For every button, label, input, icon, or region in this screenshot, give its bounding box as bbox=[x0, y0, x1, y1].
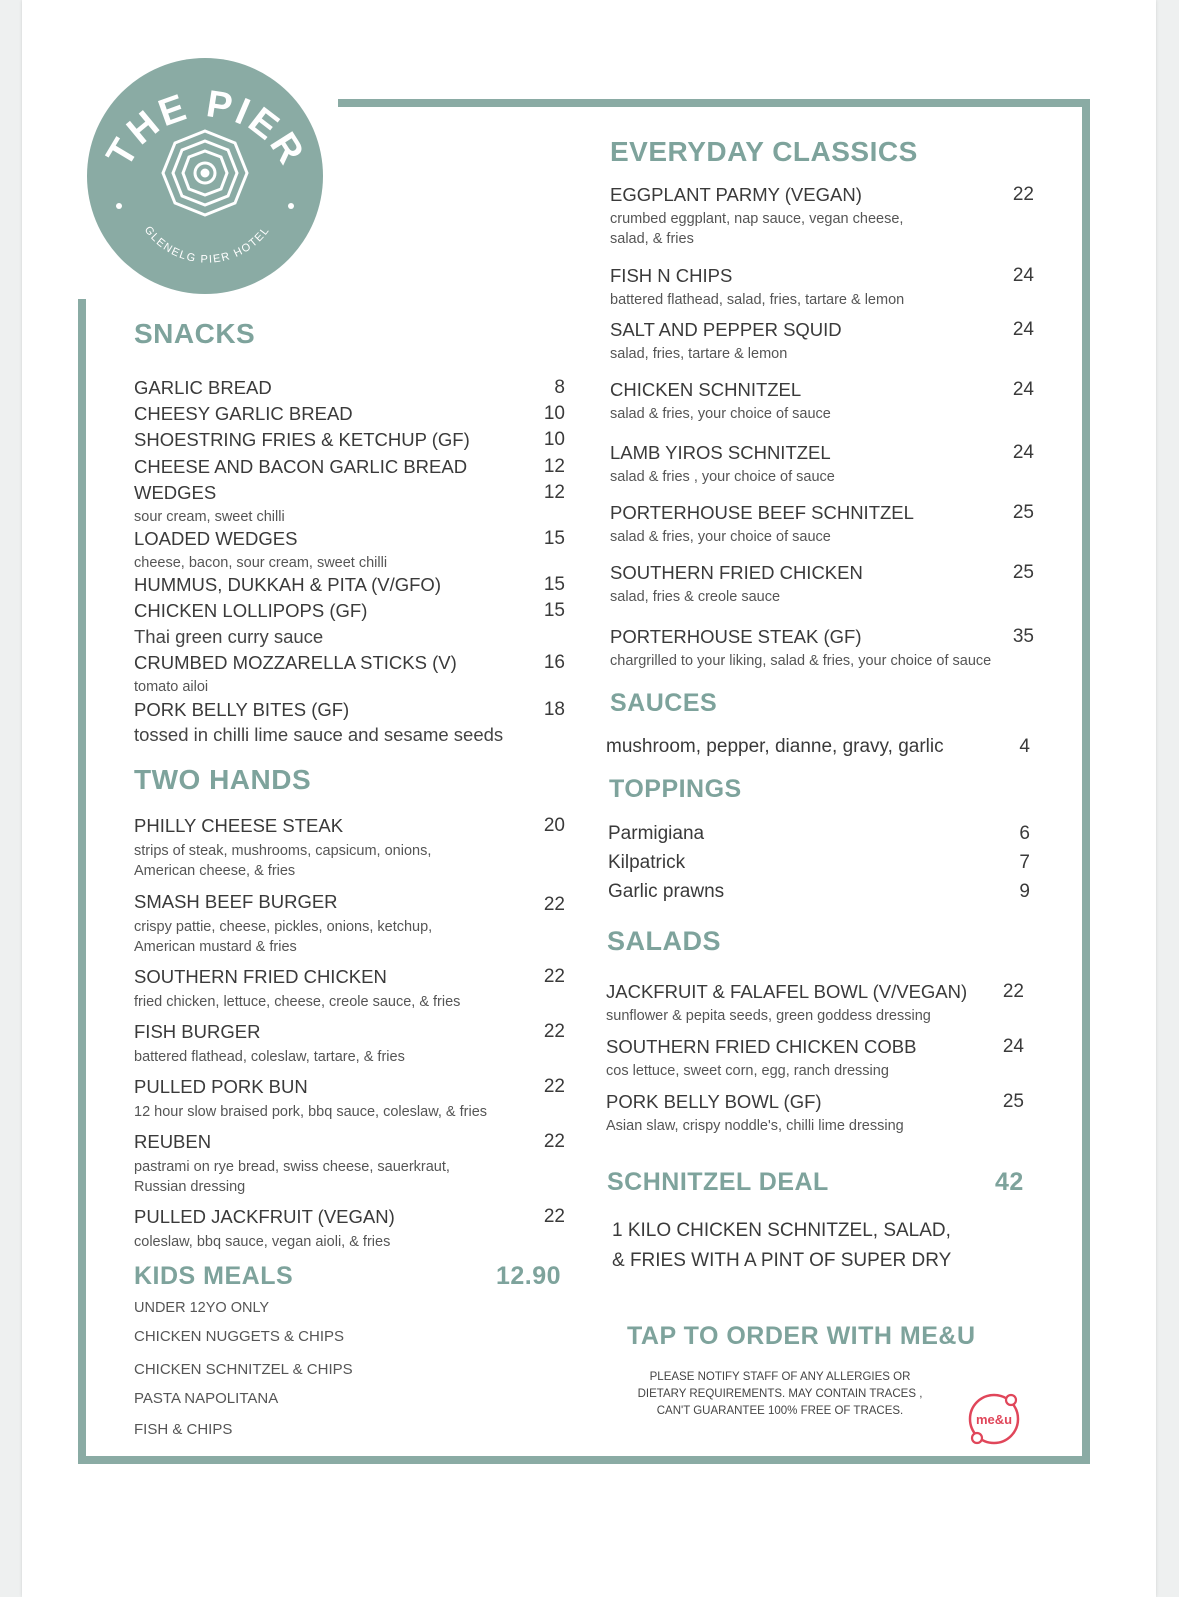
snack-item-name: CHEESY GARLIC BREAD bbox=[134, 403, 353, 424]
salad-item-name: JACKFRUIT & FALAFEL BOWL (V/VEGAN) bbox=[606, 981, 968, 1002]
two-hands-item-desc: American cheese, & fries bbox=[134, 863, 296, 879]
logo-subtitle: GLENELG PIER HOTEL bbox=[141, 224, 273, 266]
two-hands-item-desc: battered flathead, coleslaw, tartare, & fries bbox=[134, 1049, 405, 1065]
topping-name: Kilpatrick bbox=[608, 852, 686, 873]
two-hands-item-desc: fried chicken, lettuce, cheese, creole sauce, & fries bbox=[134, 994, 461, 1010]
snack-item-price: 15 bbox=[543, 574, 565, 595]
classic-item-desc: salad & fries , your choice of sauce bbox=[610, 469, 835, 485]
snack-item-price: 15 bbox=[543, 528, 565, 549]
snack-item-name: WEDGES bbox=[134, 482, 217, 503]
classic-item-price: 24 bbox=[1012, 442, 1034, 463]
salad-item-desc: Asian slaw, crispy noddle's, chilli lime dressing bbox=[606, 1118, 904, 1134]
classic-item-price: 24 bbox=[1012, 319, 1034, 340]
salad-item-desc: sunflower & pepita seeds, green goddess dressing bbox=[606, 1008, 931, 1024]
topping-name: Garlic prawns bbox=[608, 881, 725, 902]
topping-price: 9 bbox=[1019, 881, 1030, 902]
snack-item-name: SHOESTRING FRIES & KETCHUP (GF) bbox=[134, 429, 470, 450]
kids-price: 12.90 bbox=[496, 1262, 562, 1290]
two-hands-item-name: REUBEN bbox=[134, 1131, 212, 1152]
snack-item-price: 12 bbox=[543, 482, 565, 503]
topping-price: 6 bbox=[1019, 823, 1030, 844]
classic-item-price: 24 bbox=[1012, 379, 1034, 400]
classic-item-price: 24 bbox=[1012, 265, 1034, 286]
classic-item-name: SALT AND PEPPER SQUID bbox=[610, 319, 842, 340]
snack-item-price: 15 bbox=[543, 600, 565, 621]
snack-item-desc: Thai green curry sauce bbox=[134, 626, 324, 647]
classic-item-desc: salad & fries, your choice of sauce bbox=[610, 406, 831, 422]
kids-item: CHICKEN SCHNITZEL & CHIPS bbox=[134, 1361, 353, 1378]
classic-item-desc: salad, fries, tartare & lemon bbox=[610, 346, 788, 362]
snacks-heading: SNACKS bbox=[134, 318, 256, 349]
notice-line-2: DIETARY REQUIREMENTS. MAY CONTAIN TRACES , bbox=[637, 1388, 923, 1400]
allergy-notice bbox=[620, 1369, 940, 1420]
two-hands-item-price: 22 bbox=[543, 894, 565, 915]
two-hands-item-desc: coleslaw, bbq sauce, vegan aioli, & fries bbox=[134, 1234, 391, 1250]
snack-item-desc: tomato ailoi bbox=[134, 679, 209, 695]
classic-item-desc: battered flathead, salad, fries, tartare & lemon bbox=[610, 292, 905, 308]
frame-top bbox=[338, 99, 1090, 107]
classic-item-name: SOUTHERN FRIED CHICKEN bbox=[610, 562, 863, 583]
classic-item-name: PORTERHOUSE STEAK (GF) bbox=[610, 626, 862, 647]
salads-heading: SALADS bbox=[607, 926, 722, 956]
deal-heading: SCHNITZEL DEAL bbox=[607, 1168, 829, 1196]
salad-item-price: 25 bbox=[1002, 1091, 1024, 1112]
notice-line-1: PLEASE NOTIFY STAFF OF ANY ALLERGIES OR bbox=[649, 1371, 911, 1383]
classics-heading: EVERYDAY CLASSICS bbox=[610, 136, 918, 167]
two-hands-item-name: PHILLY CHEESE STEAK bbox=[134, 815, 344, 836]
salad-item-name: PORK BELLY BOWL (GF) bbox=[606, 1091, 822, 1112]
topping-name: Parmigiana bbox=[608, 823, 705, 844]
salad-item-price: 24 bbox=[1002, 1036, 1024, 1057]
sauces-price: 4 bbox=[1019, 736, 1030, 757]
deal-line-2: & FRIES WITH A PINT OF SUPER DRY bbox=[612, 1250, 952, 1271]
classic-item-name: CHICKEN SCHNITZEL bbox=[610, 379, 802, 400]
pier-logo bbox=[85, 56, 325, 296]
kids-item: PASTA NAPOLITANA bbox=[134, 1390, 279, 1407]
two-hands-item-price: 22 bbox=[543, 1131, 565, 1152]
snack-item-name: GARLIC BREAD bbox=[134, 377, 272, 398]
sauces-text: mushroom, pepper, dianne, gravy, garlic bbox=[606, 736, 944, 757]
two-hands-item-name: PULLED PORK BUN bbox=[134, 1076, 308, 1097]
classic-item-name: EGGPLANT PARMY (VEGAN) bbox=[610, 184, 862, 205]
classic-item-desc: salad, & fries bbox=[610, 231, 694, 247]
two-hands-item-desc: crispy pattie, cheese, pickles, onions, ketchup, bbox=[134, 919, 433, 935]
toppings-heading: TOPPINGS bbox=[609, 775, 742, 803]
salad-item-price: 22 bbox=[1002, 981, 1024, 1002]
classic-item-name: LAMB YIROS SCHNITZEL bbox=[610, 442, 831, 463]
deal-price: 42 bbox=[995, 1168, 1024, 1196]
classic-item-name: PORTERHOUSE BEEF SCHNITZEL bbox=[610, 502, 914, 523]
snack-item-name: HUMMUS, DUKKAH & PITA (V/GFO) bbox=[134, 574, 441, 595]
kids-note: UNDER 12YO ONLY bbox=[134, 1300, 270, 1316]
snack-item-name: LOADED WEDGES bbox=[134, 528, 298, 549]
meu-logo-text: me&u bbox=[975, 1412, 1013, 1427]
classic-item-price: 22 bbox=[1012, 184, 1034, 205]
two-hands-item-price: 22 bbox=[543, 966, 565, 987]
classic-item-desc: chargrilled to your liking, salad & fries, your choice of sauce bbox=[610, 653, 992, 669]
two-hands-item-desc: 12 hour slow braised pork, bbq sauce, coleslaw, & fries bbox=[134, 1104, 488, 1120]
snack-item-name: CHEESE AND BACON GARLIC BREAD bbox=[134, 456, 468, 477]
logo-title: THE PIER bbox=[98, 83, 314, 174]
snack-item-price: 18 bbox=[543, 699, 565, 720]
two-hands-item-price: 20 bbox=[543, 815, 565, 836]
salad-item-name: SOUTHERN FRIED CHICKEN COBB bbox=[606, 1036, 917, 1057]
frame-bottom bbox=[78, 1456, 1090, 1464]
two-hands-item-desc: strips of steak, mushrooms, capsicum, onions, bbox=[134, 843, 432, 859]
two-hands-item-price: 22 bbox=[543, 1021, 565, 1042]
two-hands-item-desc: pastrami on rye bread, swiss cheese, sauerkraut, bbox=[134, 1159, 450, 1175]
classic-item-price: 25 bbox=[1012, 502, 1034, 523]
snack-item-price: 10 bbox=[543, 403, 565, 424]
classic-item-price: 35 bbox=[1012, 626, 1034, 647]
two-hands-item-name: FISH BURGER bbox=[134, 1021, 261, 1042]
classic-item-name: FISH N CHIPS bbox=[610, 265, 733, 286]
snack-item-price: 10 bbox=[543, 429, 565, 450]
kids-heading: KIDS MEALS bbox=[134, 1262, 294, 1290]
snack-item-desc: cheese, bacon, sour cream, sweet chilli bbox=[134, 555, 388, 571]
salad-item-desc: cos lettuce, sweet corn, egg, ranch dressing bbox=[606, 1063, 889, 1079]
two-hands-heading: TWO HANDS bbox=[134, 764, 312, 795]
topping-price: 7 bbox=[1019, 852, 1030, 873]
classic-item-desc: salad, fries & creole sauce bbox=[610, 589, 781, 605]
frame-right bbox=[1082, 99, 1090, 1464]
sauces-heading: SAUCES bbox=[610, 689, 718, 717]
snack-item-price: 12 bbox=[543, 456, 565, 477]
snack-item-name: CRUMBED MOZZARELLA STICKS (V) bbox=[134, 652, 457, 673]
two-hands-item-price: 22 bbox=[543, 1206, 565, 1227]
two-hands-item-price: 22 bbox=[543, 1076, 565, 1097]
two-hands-item-name: SOUTHERN FRIED CHICKEN bbox=[134, 966, 387, 987]
snack-item-name: CHICKEN LOLLIPOPS (GF) bbox=[134, 600, 368, 621]
classic-item-desc: crumbed eggplant, nap sauce, vegan cheese, bbox=[610, 211, 904, 227]
kids-item: CHICKEN NUGGETS & CHIPS bbox=[134, 1328, 345, 1345]
two-hands-item-name: SMASH BEEF BURGER bbox=[134, 891, 338, 912]
kids-item: FISH & CHIPS bbox=[134, 1421, 233, 1438]
snack-item-name: PORK BELLY BITES (GF) bbox=[134, 699, 350, 720]
classic-item-price: 25 bbox=[1012, 562, 1034, 583]
snack-item-desc: sour cream, sweet chilli bbox=[134, 509, 285, 525]
two-hands-item-desc: American mustard & fries bbox=[134, 939, 297, 955]
deal-line-1: 1 KILO CHICKEN SCHNITZEL, SALAD, bbox=[612, 1220, 951, 1241]
two-hands-item-desc: Russian dressing bbox=[134, 1179, 246, 1195]
snack-item-desc: tossed in chilli lime sauce and sesame seeds bbox=[134, 724, 504, 745]
notice-line-3: CAN'T GUARANTEE 100% FREE OF TRACES. bbox=[656, 1405, 904, 1417]
classic-item-desc: salad & fries, your choice of sauce bbox=[610, 529, 831, 545]
two-hands-item-name: PULLED JACKFRUIT (VEGAN) bbox=[134, 1206, 395, 1227]
snack-item-price: 16 bbox=[543, 652, 565, 673]
meu-logo-icon[interactable] bbox=[965, 1390, 1023, 1448]
snack-item-price: 8 bbox=[554, 377, 565, 398]
order-heading[interactable]: TAP TO ORDER WITH ME&U bbox=[627, 1322, 976, 1350]
frame-left bbox=[78, 299, 86, 1464]
